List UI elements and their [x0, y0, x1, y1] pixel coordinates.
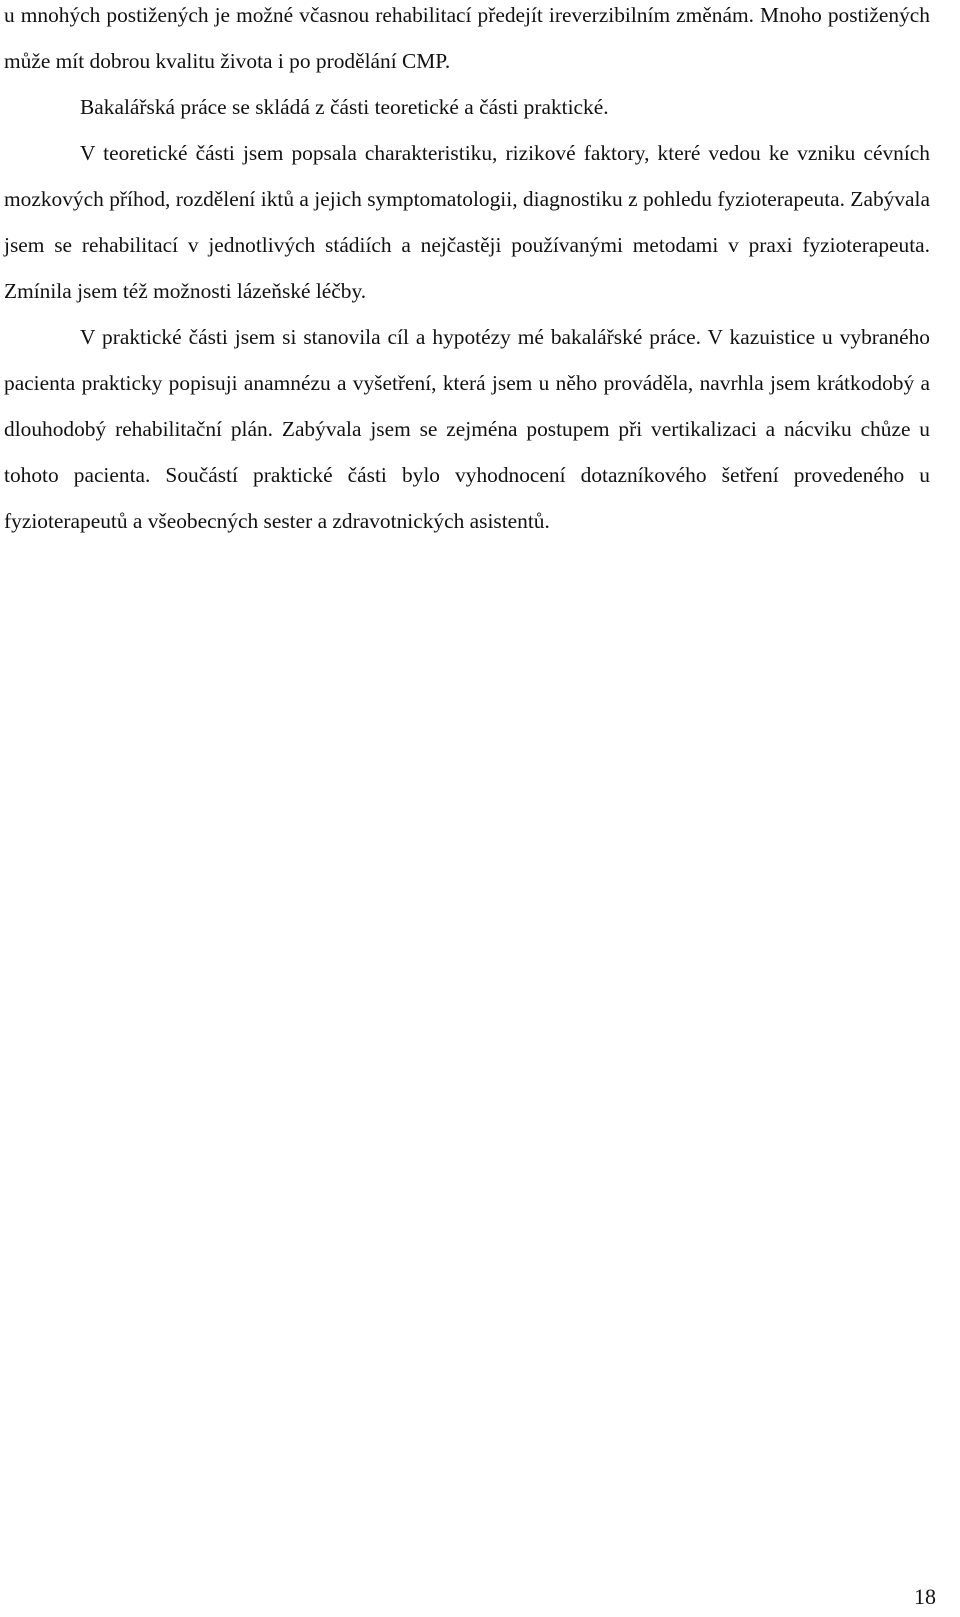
paragraph-structure: Bakalářská práce se skládá z části teoretické a části praktické. [80, 95, 609, 119]
body-text [4, 0, 930, 544]
paragraph-theoretical-part: V teoretické části jsem popsala charakteristiku, rizikové faktory, které vedou ke vzniku cévních mozkových příhod, rozdělení iktů a jejich symptomatologii, diagnostiku z pohledu fyzioterapeuta. Zabývala jsem se rehabilitací v jednotlivých stádiích a nejčastěji používanými metodami v praxi fyzioterapeuta. Zmínila jsem též možnosti lázeňské léčby. [4, 141, 930, 303]
page-number: 18 [914, 1584, 936, 1609]
paragraph-continuation: u mnohých postižených je možné včasnou rehabilitací předejít ireverzibilním změnám. Mnoho postižených může mít dobrou kvalitu života i po prodělání CMP. [4, 3, 930, 73]
paragraph-practical-part: V praktické části jsem si stanovila cíl a hypotézy mé bakalářské práce. V kazuistice u vybraného pacienta prakticky popisuji anamnézu a vyšetření, která jsem u něho prováděla, navrhla jsem krátkodobý a dlouhodobý rehabilitační plán. Zabývala jsem se zejména postupem při vertikalizaci a nácviku chůze u tohoto pacienta. Součástí praktické části bylo vyhodnocení dotazníkového šetření provedeného u fyzioterapeutů a všeobecných sester a zdravotnických asistentů. [4, 325, 930, 533]
